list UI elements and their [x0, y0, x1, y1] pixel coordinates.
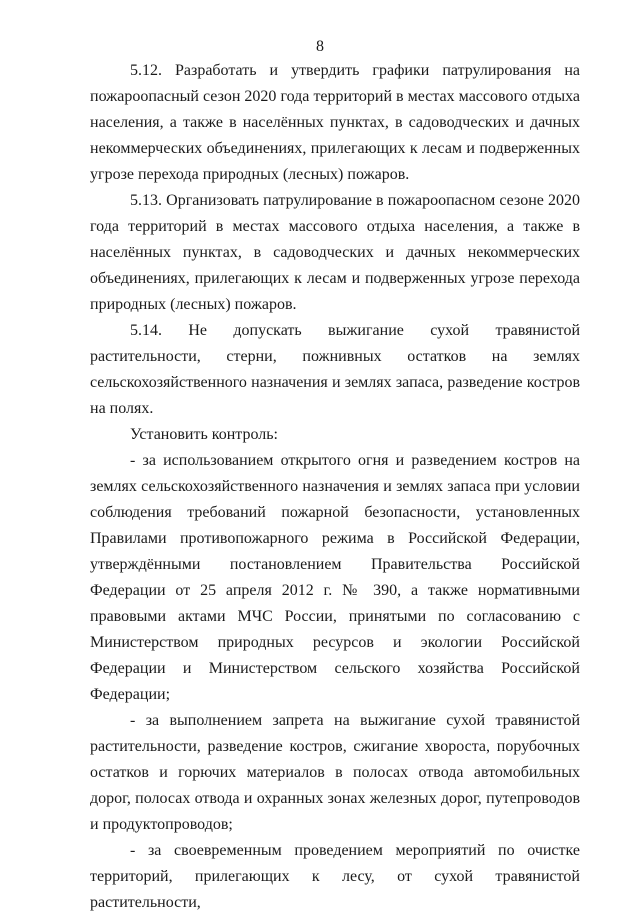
paragraph-5-14: 5.14. Не допускать выжигание сухой травянистой растительности, стерни, пожнивных остатков на землях сельскохозяйственного назначения и землях запаса, разведение костров на полях. — [90, 322, 580, 417]
paragraph-5-13: 5.13. Организовать патрулирование в пожароопасном сезоне 2020 года территорий в местах массового отдыха населения, а также в населённых пунктах, в садоводческих и дачных некоммерческих объединениях, прилегающих к лесам и подверженных угрозе перехода природных (лесных) пожаров. — [90, 192, 580, 313]
paragraph-control-item-3: - за своевременным проведением мероприятий по очистке территорий, прилегающих к лесу, от сухой травянистой растительности, — [90, 842, 580, 911]
paragraph-control-item-2: - за выполнением запрета на выжигание сухой травянистой растительности, разведение костров, сжигание хвороста, порубочных остатков и горючих материалов в полосах отвода автомобильных дорог, полосах отвода и охранных зонах железных дорог, путепроводов и продуктопроводов; — [90, 712, 580, 833]
paragraph-control-item-1: - за использованием открытого огня и разведением костров на землях сельскохозяйственного назначения и землях запаса при условии соблюдения требований пожарной безопасности, установленных Правилами противопожарного режима в Российской Федерации, утверждёнными постановлением Правительства Российской Федерации от 25 апреля 2012 г. № 390, а также нормативными правовыми актами МЧС России, принятыми по согласованию с Министерством природных ресурсов и экологии Российской Федерации и Министерством сельского хозяйства Российской Федерации; — [90, 452, 580, 703]
document-body — [90, 58, 580, 916]
page-number: 8 — [316, 38, 324, 55]
paragraph-5-12: 5.12. Разработать и утвердить графики патрулирования на пожароопасный сезон 2020 года территорий в местах массового отдыха населения, а также в населённых пунктах, в садоводческих и дачных некоммерческих объединениях, прилегающих к лесам и подверженных угрозе перехода природных (лесных) пожаров. — [90, 62, 580, 183]
paragraph-control-heading: Установить контроль: — [130, 426, 278, 443]
